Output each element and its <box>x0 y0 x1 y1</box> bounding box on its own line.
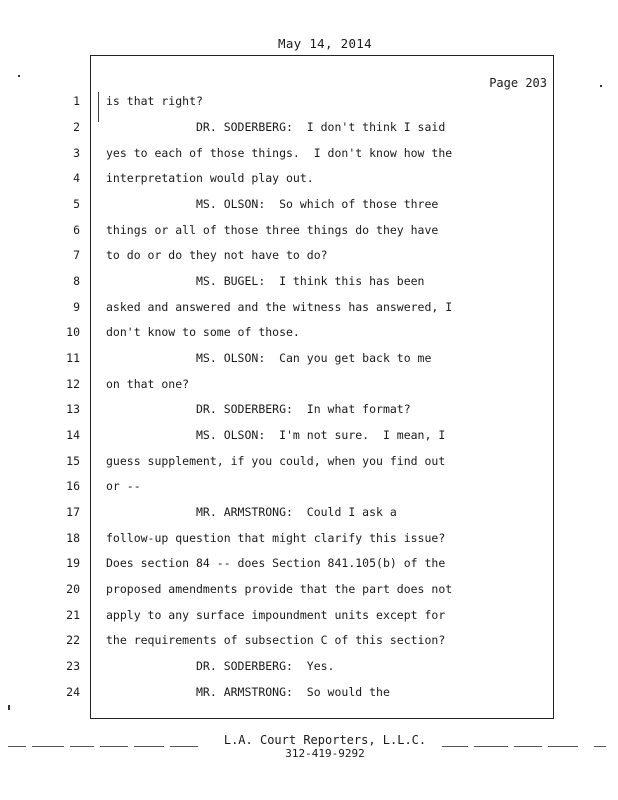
line-number: 9 <box>73 300 80 314</box>
line-text: interpretation would play out. <box>106 171 314 185</box>
line-text: to do or do they not have to do? <box>106 248 328 262</box>
line-number: 15 <box>66 454 80 468</box>
line-number: 22 <box>66 633 80 647</box>
line-text: apply to any surface impoundment units except for <box>106 608 446 622</box>
line-number: 17 <box>66 505 80 519</box>
line-text: don't know to some of those. <box>106 325 300 339</box>
line-text: yes to each of those things. I don't know how the <box>106 146 453 160</box>
line-text: follow-up question that might clarify this issue? <box>106 531 446 545</box>
line-text: MS. OLSON: Can you get back to me <box>106 351 432 365</box>
line-number: 10 <box>66 325 80 339</box>
line-number: 7 <box>73 248 80 262</box>
line-text: MS. BUGEL: I think this has been <box>106 274 425 288</box>
line-number: 5 <box>73 197 80 211</box>
line-number: 18 <box>66 531 80 545</box>
line-number: 14 <box>66 428 80 442</box>
line-text: Does section 84 -- does Section 841.105(b) of the <box>106 556 446 570</box>
line-text: things or all of those three things do they have <box>106 223 439 237</box>
court-reporter-phone: 312-419-9292 <box>285 747 365 760</box>
line-number: 4 <box>73 171 80 185</box>
line-number: 6 <box>73 223 80 237</box>
line-text: is that right? <box>106 94 203 108</box>
line-number: 3 <box>73 146 80 160</box>
line-text: or -- <box>106 479 141 493</box>
line-number: 2 <box>73 120 80 134</box>
line-text: the requirements of subsection C of this section? <box>106 633 446 647</box>
line-text: MS. OLSON: I'm not sure. I mean, I <box>106 428 446 442</box>
line-text: DR. SODERBERG: I don't think I said <box>106 120 446 134</box>
line-number: 8 <box>73 274 80 288</box>
line-text: proposed amendments provide that the part does not <box>106 582 453 596</box>
line-text: DR. SODERBERG: In what format? <box>106 402 411 416</box>
line-number: 13 <box>66 402 80 416</box>
line-number: 1 <box>73 94 80 108</box>
line-number: 20 <box>66 582 80 596</box>
scan-speck <box>8 705 10 710</box>
line-text: MR. ARMSTRONG: So would the <box>106 685 390 699</box>
transcript-date: May 14, 2014 <box>278 36 372 51</box>
margin-mark <box>98 92 99 122</box>
line-text: on that one? <box>106 377 190 391</box>
line-number: 19 <box>66 556 80 570</box>
line-number: 24 <box>66 685 80 699</box>
line-text: asked and answered and the witness has answered, I <box>106 300 453 314</box>
line-number: 12 <box>66 377 80 391</box>
court-reporter-name: L.A. Court Reporters, L.L.C. <box>223 733 427 747</box>
line-text: guess supplement, if you could, when you find out <box>106 454 446 468</box>
page-number: Page 203 <box>489 76 547 90</box>
line-number: 23 <box>66 659 80 673</box>
line-text: MS. OLSON: So which of those three <box>106 197 439 211</box>
line-number: 16 <box>66 479 80 493</box>
scan-speck <box>600 85 602 87</box>
line-text: DR. SODERBERG: Yes. <box>106 659 335 673</box>
scan-speck <box>18 75 20 77</box>
line-number: 21 <box>66 608 80 622</box>
line-text: MR. ARMSTRONG: Could I ask a <box>106 505 397 519</box>
line-number: 11 <box>66 351 80 365</box>
